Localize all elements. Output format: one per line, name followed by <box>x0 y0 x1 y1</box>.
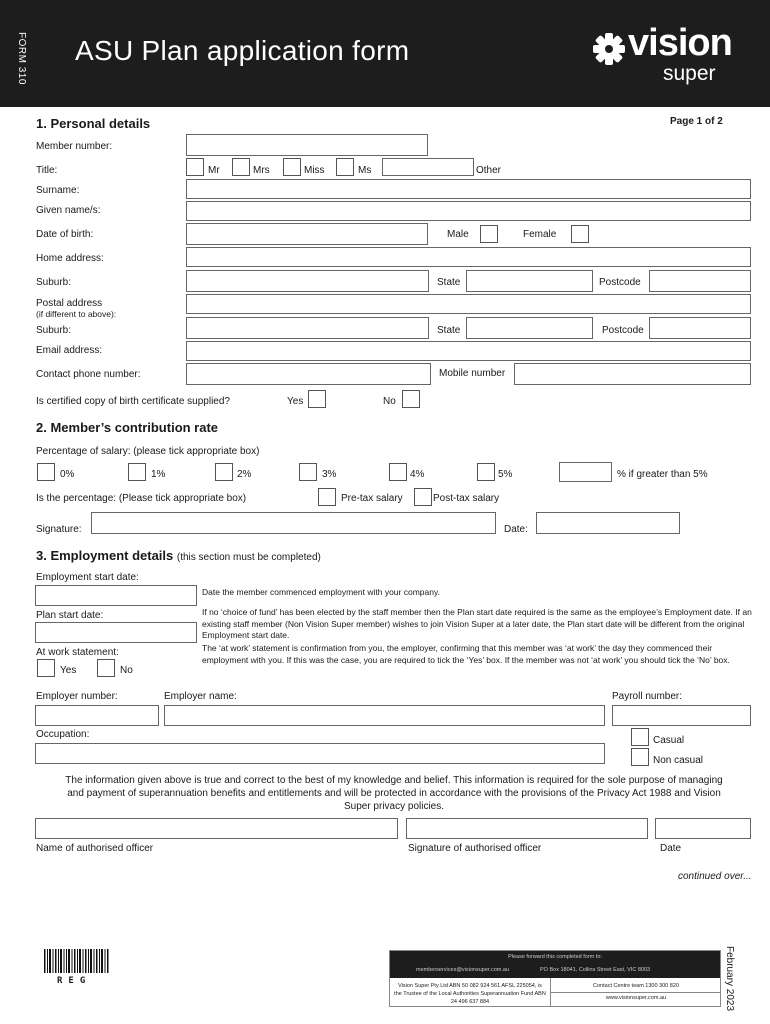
at-work-yes-checkbox[interactable] <box>37 659 55 677</box>
footer-contact-phone: Contact Centre team 1300 300 820 <box>551 983 721 993</box>
postal-suburb-label: Suburb: <box>36 325 72 336</box>
rate-4-checkbox[interactable] <box>389 463 407 481</box>
mobile-label: Mobile number <box>439 368 506 379</box>
footer-trustee: Vision Super Pty Ltd ABN 50 082 924 561 AFSL 225054, is the Trustee of the Local Authorities Superannuation Fund ABN 24 496 637 884 <box>394 983 546 1005</box>
mobile-field[interactable] <box>514 363 751 385</box>
vision-super-logo <box>592 22 752 88</box>
phone-label: Contact phone number: <box>36 369 141 380</box>
title-mrs-checkbox[interactable] <box>232 158 250 176</box>
rate-1-checkbox[interactable] <box>128 463 146 481</box>
section-personal-heading: 1. Personal details <box>36 116 151 131</box>
title-other-field[interactable] <box>382 158 474 176</box>
employment-heading-note: (this section must be completed) <box>176 552 321 563</box>
signature-label: Signature: <box>36 524 82 535</box>
postal-address-label: Postal address <box>36 298 103 309</box>
title-mr-label: Mr <box>208 165 220 176</box>
male-label: Male <box>447 229 469 240</box>
date-label: Date: <box>504 524 528 535</box>
surname-field[interactable] <box>186 179 751 199</box>
title-miss-label: Miss <box>304 165 325 176</box>
footer-contact-box <box>389 950 721 1007</box>
barcode-icon <box>44 949 110 973</box>
member-number-label: Member number: <box>36 141 113 152</box>
rate-3-checkbox[interactable] <box>299 463 317 481</box>
officer-signature-field[interactable] <box>406 818 648 839</box>
start-date-label: Employment start date: <box>36 572 139 583</box>
officer-date-label: Date <box>660 843 682 854</box>
casual-checkbox[interactable] <box>631 728 649 746</box>
declaration-text: The information given above is true and correct to the best of my knowledge and belief. This information is required for the sole purpose of managing and payment of superannuation benefits and entitlements and will be protected in accordance with the provisions of the Privacy Act 1988 and Vision Super privacy policies. <box>65 775 723 812</box>
postal-state-label: State <box>437 325 461 336</box>
rate-5-checkbox[interactable] <box>477 463 495 481</box>
dob-label: Date of birth: <box>36 229 94 240</box>
officer-signature-label: Signature of authorised officer <box>408 843 542 854</box>
title-mr-checkbox[interactable] <box>186 158 204 176</box>
birth-cert-yes-label: Yes <box>287 396 304 407</box>
footer-forward-band <box>390 951 720 978</box>
payroll-label: Payroll number: <box>612 691 683 702</box>
rate-2-checkbox[interactable] <box>215 463 233 481</box>
employer-name-field[interactable] <box>164 705 605 726</box>
at-work-no-checkbox[interactable] <box>97 659 115 677</box>
surname-label: Surname: <box>36 185 80 196</box>
postal-postcode-field[interactable] <box>649 317 751 339</box>
male-checkbox[interactable] <box>480 225 498 243</box>
occupation-field[interactable] <box>35 743 605 764</box>
employer-name-label: Employer name: <box>164 691 237 702</box>
postal-state-field[interactable] <box>466 317 593 339</box>
email-field[interactable] <box>186 341 751 361</box>
signature-field[interactable] <box>91 512 496 534</box>
plan-start-field[interactable] <box>35 622 197 643</box>
at-work-desc: The ‘at work’ statement is confirmation from you, the employer, confirming that this member was ‘at work’ the day they commenced their employment with you. If this was the case, you are required to tick the ‘Yes’ box. If the member was not ‘at work’ you should tick the ‘No’ box. <box>202 643 730 665</box>
casual-label: Casual <box>653 735 685 746</box>
postcode-field[interactable] <box>649 270 751 292</box>
given-names-label: Given name/s: <box>36 205 101 216</box>
rate-4-label: 4% <box>410 469 425 480</box>
footer-postal: PO Box 18041, Collins Street East, VIC 8003 <box>540 967 651 973</box>
logo-word: vision <box>628 22 732 64</box>
section-employment-heading <box>36 548 321 563</box>
plan-start-label: Plan start date: <box>36 610 104 621</box>
post-tax-label: Post-tax salary <box>433 493 500 504</box>
birth-cert-yes-checkbox[interactable] <box>308 390 326 408</box>
female-checkbox[interactable] <box>571 225 589 243</box>
officer-name-field[interactable] <box>35 818 398 839</box>
birth-cert-no-checkbox[interactable] <box>402 390 420 408</box>
footer-contact-cell <box>550 978 720 1006</box>
reg-code: REG <box>57 976 92 986</box>
footer-web[interactable]: www.visionsuper.com.au <box>605 995 667 1001</box>
footer-email[interactable]: memberservices@visionsuper.com.au <box>416 967 510 973</box>
at-work-yes-label: Yes <box>60 665 77 676</box>
non-casual-label: Non casual <box>653 755 704 766</box>
header-band <box>0 0 770 107</box>
officer-date-field[interactable] <box>655 818 751 839</box>
title-miss-checkbox[interactable] <box>283 158 301 176</box>
percentage-label: Percentage of salary: (please tick appropriate box) <box>36 446 260 457</box>
dob-field[interactable] <box>186 223 428 245</box>
home-address-label: Home address: <box>36 253 104 264</box>
start-date-field[interactable] <box>35 585 197 606</box>
rate-greater-field[interactable] <box>559 462 612 482</box>
rate-3-label: 3% <box>322 469 337 480</box>
vision-super-cross-icon <box>592 32 626 66</box>
suburb-label: Suburb: <box>36 277 72 288</box>
title-label: Title: <box>36 165 58 176</box>
date-field[interactable] <box>536 512 680 534</box>
plan-start-desc: If no ‘choice of fund’ has been elected by the staff member then the Plan start date required is the same as the employee’s Employment date. If an existing staff member (Non Vision Super member) wishes to join Vision Super at a later date, the Plan start date will be different from the original Employment start date. <box>202 607 752 640</box>
pre-tax-checkbox[interactable] <box>318 488 336 506</box>
rate-2-label: 2% <box>237 469 252 480</box>
state-field[interactable] <box>466 270 593 292</box>
title-ms-label: Ms <box>358 165 372 176</box>
employment-heading-text: 3. Employment details <box>36 548 174 563</box>
form-title: ASU Plan application form <box>75 35 410 66</box>
state-label: State <box>437 277 461 288</box>
post-tax-checkbox[interactable] <box>414 488 432 506</box>
birth-cert-no-label: No <box>383 396 396 407</box>
at-work-label: At work statement: <box>36 647 119 658</box>
footer-forward-text: Please forward this completed form to: <box>508 954 602 960</box>
occupation-label: Occupation: <box>36 729 90 740</box>
postal-address-note: (if different to above): <box>36 309 117 319</box>
is-percentage-label: Is the percentage: (Please tick appropriate box) <box>36 493 247 504</box>
email-label: Email address: <box>36 345 103 356</box>
officer-name-label: Name of authorised officer <box>36 843 154 854</box>
member-number-field[interactable] <box>186 134 428 156</box>
section-contribution-heading: 2. Member’s contribution rate <box>36 420 219 435</box>
employer-number-field[interactable] <box>35 705 159 726</box>
start-date-desc: Date the member commenced employment with your company. <box>202 587 440 597</box>
payroll-field[interactable] <box>612 705 751 726</box>
logo-sub: super <box>663 62 716 85</box>
postal-address-field[interactable] <box>186 294 751 314</box>
continued-over: continued over... <box>678 871 752 882</box>
postal-postcode-label: Postcode <box>602 325 644 336</box>
non-casual-checkbox[interactable] <box>631 748 649 766</box>
given-names-field[interactable] <box>186 201 751 221</box>
pre-tax-label: Pre-tax salary <box>341 493 403 504</box>
rate-5-label: 5% <box>498 469 513 480</box>
title-mrs-label: Mrs <box>253 165 270 176</box>
rate-0-label: 0% <box>60 469 75 480</box>
female-label: Female <box>523 229 557 240</box>
employer-number-label: Employer number: <box>36 691 118 702</box>
title-ms-checkbox[interactable] <box>336 158 354 176</box>
birth-cert-label: Is certified copy of birth certificate supplied? <box>36 396 230 407</box>
rate-greater-label: % if greater than 5% <box>617 469 708 480</box>
form-date: February 2023 <box>724 946 735 1012</box>
rate-1-label: 1% <box>151 469 166 480</box>
postal-suburb-field[interactable] <box>186 317 429 339</box>
rate-0-checkbox[interactable] <box>37 463 55 481</box>
postcode-label: Postcode <box>599 277 641 288</box>
home-address-field[interactable] <box>186 247 751 267</box>
title-other-label: Other <box>476 165 502 176</box>
page-indicator: Page 1 of 2 <box>670 116 723 127</box>
phone-field[interactable] <box>186 363 431 385</box>
suburb-field[interactable] <box>186 270 429 292</box>
at-work-no-label: No <box>120 665 133 676</box>
form-code: FORM 310 <box>16 32 27 85</box>
